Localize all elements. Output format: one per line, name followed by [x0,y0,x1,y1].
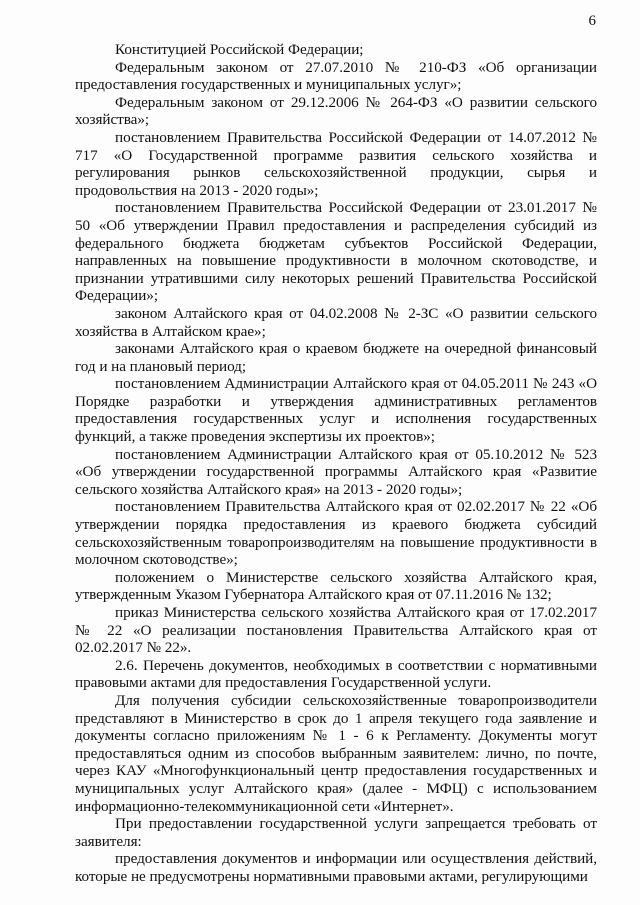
paragraph: приказ Министерства сельского хозяйства Алтайского края от 17.02.2017 № 22 «О реализации постановления Правительства Алтайского края от 02.02.2017 № 22». [75,604,597,657]
paragraph: постановлением Правительства Российской Федерации от 23.01.2017 № 50 «Об утверждении Правил предоставления и распределения субсидий из федерального бюджета бюджетам субъектов Российской Федерации, направленных на повышение продуктивности в молочном скотоводстве, и признании утратившими силу некоторых решений Правительства Российской Федерации»; [75,199,597,305]
paragraph: При предоставлении государственной услуги запрещается требовать от заявителя: [75,815,597,850]
document-body [75,41,597,886]
paragraph: положением о Министерстве сельского хозяйства Алтайского края, утвержденным Указом Губернатора Алтайского края от 07.11.2016 № 132; [75,568,597,604]
paragraph: постановлением Правительства Алтайского края от 02.02.2017 № 22 «Об утверждении порядка предоставления из краевого бюджета субсидий сельскохозяйственным товаропроизводителям на повышение продуктивности в молочном скотоводстве»; [75,498,597,569]
paragraph: Для получения субсидии сельскохозяйственные товаропроизводители представляют в Министерство в срок до 1 апреля текущего года заявление и документы согласно приложениям № 1 - 6 к Регламенту. Документы могут предоставляться одним из способов выбранным заявителем: лично, по почте, через КАУ «Многофункциональный центр предоставления государственных и муниципальных услуг Алтайского края» (далее - МФЦ) с использованием информационно-телекоммуникационной сети «Интернет». [75,691,597,815]
paragraph: 2.6. Перечень документов, необходимых в соответствии с нормативными правовыми актами для предоставления Государственной услуги. [75,656,597,692]
paragraph: предоставления документов и информации или осуществления действий, которые не предусмотрены нормативными правовыми актами, регулирующими [75,850,597,885]
paragraph: Федеральным законом от 29.12.2006 № 264-ФЗ «О развитии сельского хозяйства»; [75,93,597,129]
paragraph: Конституцией Российской Федерации; [115,41,364,58]
paragraph: законом Алтайского края от 04.02.2008 № 2-ЗС «О развитии сельского хозяйства в Алтайском крае»; [75,304,597,340]
paragraph: Федеральным законом от 27.07.2010 № 210-ФЗ «Об организации предоставления государственных и муниципальных услуг»; [75,58,597,94]
page-number: 6 [588,13,596,29]
paragraph: постановлением Администрации Алтайского края от 04.05.2011 № 243 «О Порядке разработки и утверждения административных регламентов предоставления государственных услуг и исполнения государственных функций, а также проведения экспертизы их проектов»; [75,375,597,446]
paragraph: постановлением Правительства Российской Федерации от 14.07.2012 № 717 «О Государственной программе развития сельского хозяйства и регулирования рынков сельскохозяйственной продукции, сырья и продовольствия на 2013 - 2020 годы»; [75,128,597,199]
paragraph: законами Алтайского края о краевом бюджете на очередной финансовый год и на плановый период; [75,340,597,375]
paragraph: постановлением Администрации Алтайского края от 05.10.2012 № 523 «Об утверждении государственной программы Алтайского края «Развитие сельского хозяйства Алтайского края» на 2013 - 2020 годы»; [75,445,597,498]
